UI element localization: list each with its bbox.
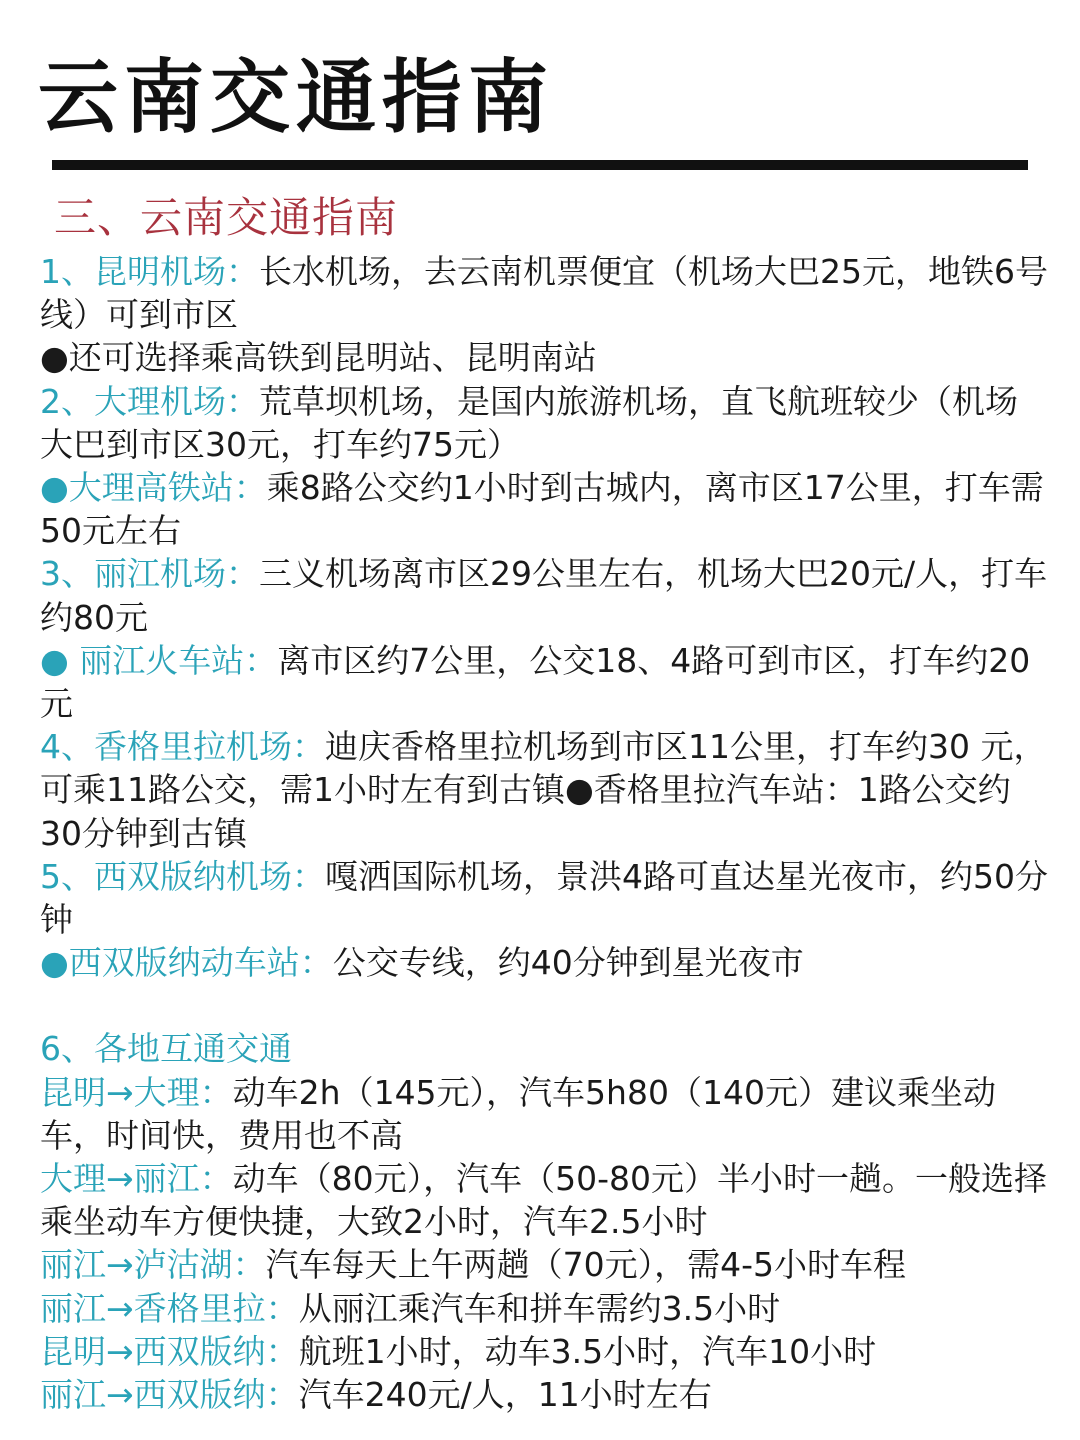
route-row bbox=[40, 1157, 1050, 1243]
route-text: 从丽江乘汽车和拼车需约3.5小时 bbox=[298, 1288, 781, 1328]
route-label: 丽江→西双版纳： bbox=[40, 1375, 299, 1415]
route-row bbox=[40, 1330, 1050, 1373]
route-label: 大理→丽江： bbox=[40, 1159, 233, 1199]
route-text: 汽车每天上午两趟（70元），需4-5小时车程 bbox=[265, 1245, 907, 1285]
item-text: 长水机场，去云南机票便宜（机场大巴25元，地铁6号线）可到市区 bbox=[40, 252, 1048, 335]
item-label: ●大理高铁站： bbox=[40, 468, 267, 508]
route-label: 昆明→大理： bbox=[40, 1072, 233, 1112]
item-text: 迪庆香格里拉机场到市区11公里，打车约30 元，可乘11路公交，需1小时左有到古镇●香格里拉汽车站：1路公交约30分钟到古镇 bbox=[40, 727, 1047, 853]
item-label: 4、香格里拉机场： bbox=[40, 727, 325, 767]
route-row bbox=[40, 1243, 1050, 1286]
route-row bbox=[40, 1373, 1050, 1416]
route-row bbox=[40, 1287, 1050, 1330]
item-label: 3、丽江机场： bbox=[40, 554, 259, 594]
route-label: 昆明→西双版纳： bbox=[40, 1331, 299, 1371]
title-divider bbox=[52, 160, 1028, 170]
item-text: 离市区约7公里，公交18、4路可到市区，打车约20元 bbox=[40, 640, 1031, 724]
item-label: ● 丽江火车站： bbox=[40, 640, 278, 680]
route-row bbox=[40, 1071, 1050, 1157]
item-3 bbox=[40, 552, 1050, 638]
route-label: 丽江→香格里拉： bbox=[40, 1288, 299, 1328]
item-text: 荒草坝机场，是国内旅游机场，直飞航班较少（机场大巴到市区30元，打车约75元） bbox=[40, 381, 1018, 464]
route-text: 航班1小时，动车3.5小时，汽车10小时 bbox=[298, 1331, 877, 1371]
item-text: 乘8路公交约1小时到古城内，离市区17公里，打车需50元左右 bbox=[40, 468, 1044, 551]
item-5 bbox=[40, 855, 1050, 941]
route-text: 动车2h（145元），汽车5h80（140元）建议乘坐动车，时间快，费用也不高 bbox=[40, 1072, 996, 1155]
route-text: 动车（80元），汽车（50-80元）半小时一趟。一般选择乘坐动车方便快捷，大致2小时，汽车2.5小时 bbox=[40, 1159, 1048, 1242]
item-text: 三义机场离市区29公里左右，机场大巴20元/人，打车约80元 bbox=[40, 554, 1048, 637]
item-5b bbox=[40, 941, 1050, 984]
item-text: ●还可选择乘高铁到昆明站、昆明南站 bbox=[40, 338, 597, 378]
item-2 bbox=[40, 380, 1050, 466]
item-label: ●西双版纳动车站： bbox=[40, 943, 333, 983]
item-1 bbox=[40, 250, 1050, 336]
spacer bbox=[40, 984, 1050, 1027]
item-text: 公交专线，约40分钟到星光夜市 bbox=[332, 943, 804, 983]
item-4 bbox=[40, 725, 1050, 855]
page-title: 云南交通指南 bbox=[38, 51, 554, 144]
item-2b bbox=[40, 466, 1050, 552]
route-label: 丽江→泸沽湖： bbox=[40, 1245, 266, 1285]
item-text: 嘎洒国际机场，景洪4路可直达星光夜市，约50分钟 bbox=[40, 856, 1048, 940]
route-text: 汽车240元/人，11小时左右 bbox=[298, 1375, 712, 1415]
section6-heading: 6、各地互通交通 bbox=[40, 1029, 292, 1069]
section-title: 三、云南交通指南 bbox=[54, 193, 399, 242]
item-label: 2、大理机场： bbox=[40, 381, 259, 421]
item-label: 1、昆明机场： bbox=[40, 252, 259, 291]
item-label: 5、西双版纳机场： bbox=[40, 856, 325, 896]
content-body bbox=[40, 250, 1050, 1416]
item-3b bbox=[40, 639, 1050, 725]
item-1b bbox=[40, 336, 1050, 379]
